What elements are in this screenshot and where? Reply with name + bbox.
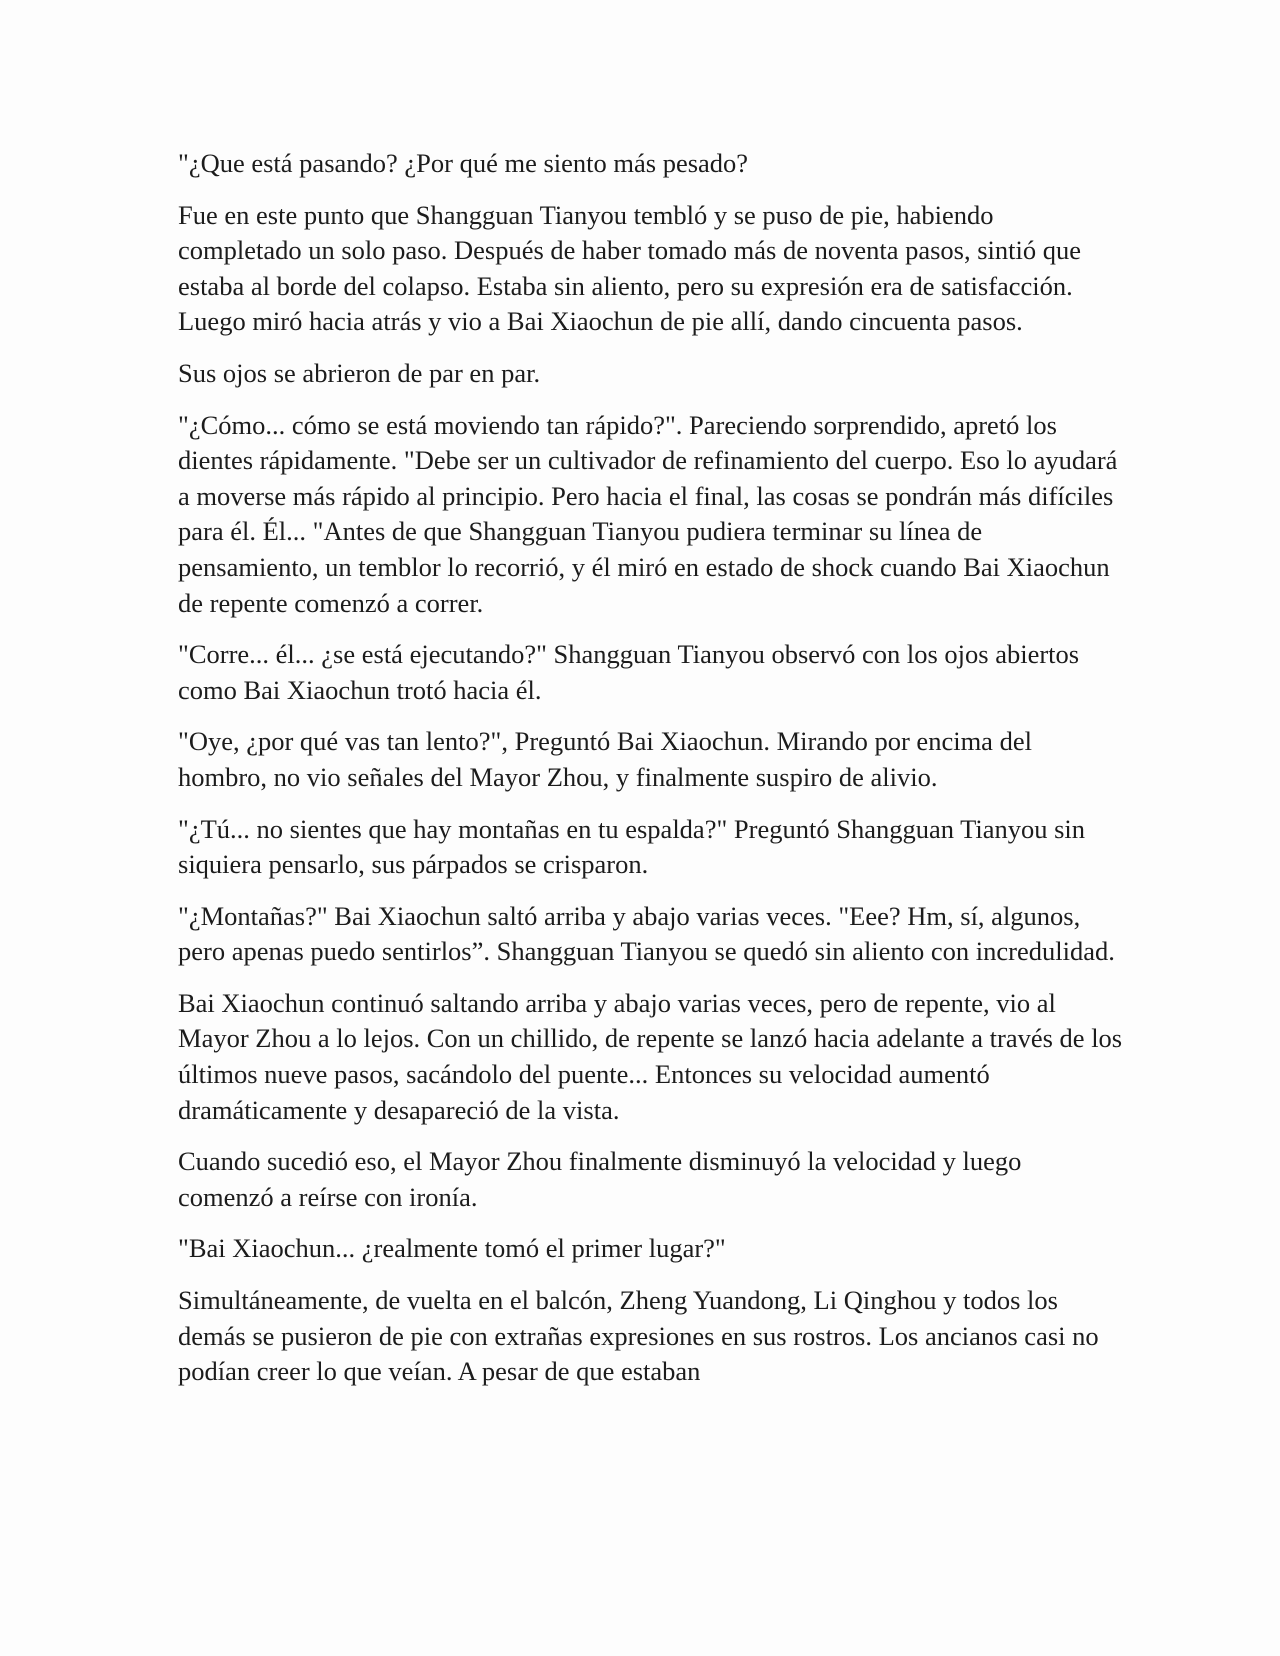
paragraph: "¿Montañas?" Bai Xiaochun saltó arriba y abajo varias veces. "Eee? Hm, sí, algunos, pero apenas puedo sentirlos”. Shangguan Tianyou se quedó sin aliento con incredulidad. — [178, 900, 1115, 967]
paragraph: "Corre... él... ¿se está ejecutando?" Shangguan Tianyou observó con los ojos abiertos como Bai Xiaochun trotó hacia él. — [178, 639, 1080, 705]
paragraph: Sus ojos se abrieron de par en par. — [178, 357, 541, 388]
document-page — [178, 146, 1123, 1406]
paragraph: "Oye, ¿por qué vas tan lento?", Preguntó Bai Xiaochun. Mirando por encima del hombro, no vio señales del Mayor Zhou, y finalmente suspiro de alivio. — [178, 726, 1032, 792]
paragraph: "¿Cómo... cómo se está moviendo tan rápido?". Pareciendo sorprendido, apretó los dientes rápidamente. "Debe ser un cultivador de refinamiento del cuerpo. Eso lo ayudará a moverse más rápido al principio. Pero hacia el final, las cosas se pondrán más difíciles para él. Él... "Antes de que Shangguan Tianyou pudiera terminar su línea de pensamiento, un temblor lo recorrió, y él miró en estado de shock cuando Bai Xiaochun de repente comenzó a correr. — [178, 409, 1118, 618]
paragraph: "¿Tú... no sientes que hay montañas en tu espalda?" Preguntó Shangguan Tianyou sin siquiera pensarlo, sus párpados se crisparon. — [178, 813, 1086, 880]
paragraph: Simultáneamente, de vuelta en el balcón, Zheng Yuandong, Li Qinghou y todos los demás se pusieron de pie con extrañas expresiones en sus rostros. Los ancianos casi no podían creer lo que veían. A pesar de que estaban — [178, 1285, 1099, 1387]
paragraph: Bai Xiaochun continuó saltando arriba y abajo varias veces, pero de repente, vio al Mayor Zhou a lo lejos. Con un chillido, de repente se lanzó hacia adelante a través de los últimos nueve pasos, sacándolo del puente... Entonces su velocidad aumentó dramáticamente y desapareció de la vista. — [178, 987, 1123, 1125]
paragraph: Cuando sucedió eso, el Mayor Zhou finalmente disminuyó la velocidad y luego comenzó a reírse con ironía. — [178, 1146, 1022, 1212]
paragraph: "¿Que está pasando? ¿Por qué me siento más pesado? — [178, 148, 749, 178]
paragraph: Fue en este punto que Shangguan Tianyou tembló y se puso de pie, habiendo completado un solo paso. Después de haber tomado más de noventa pasos, sintió que estaba al borde del colapso. Estaba sin aliento, pero su expresión era de satisfacción. Luego miró hacia atrás y vio a Bai Xiaochun de pie allí, dando cincuenta pasos. — [178, 199, 1082, 337]
paragraph: "Bai Xiaochun... ¿realmente tomó el primer lugar?" — [178, 1233, 726, 1264]
